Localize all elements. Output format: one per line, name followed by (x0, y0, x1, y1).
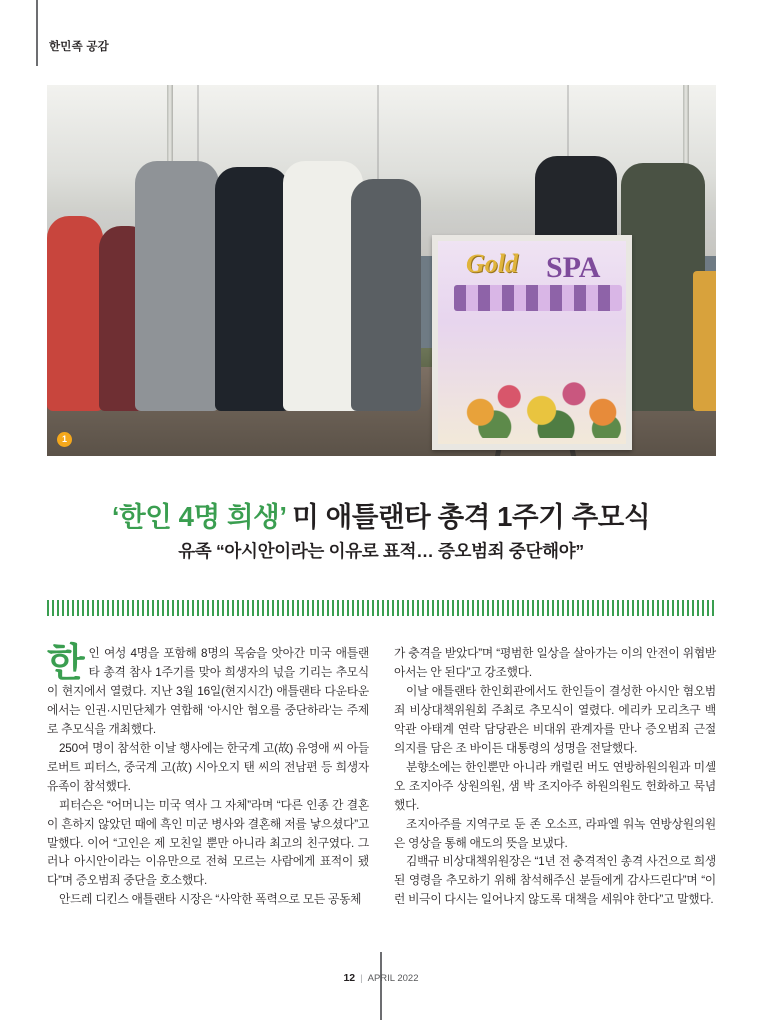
paragraph-text: 김백규 비상대책위원장은 “1년 전 충격적인 총격 사건으로 희생된 영령을 추모하기 위해 참석해주신 분들에게 감사드린다”며 “이런 비극이 다시는 일어나지 않도록 대책을 세워야 한다”고 말했다. (394, 855, 716, 907)
article-column-left (47, 642, 369, 910)
paragraph-text: 이날 애틀랜타 한인회관에서도 한인들이 결성한 아시안 혐오범죄 비상대책위원회 주최로 추모식이 열렸다. 에리카 모리츠구 백악관 아태계 연락 담당관은 비대위 관계자를 만나 증오범죄 근절 의지를 담은 조 바이든 대통령의 성명을 전달했다. (394, 684, 716, 755)
paragraph (47, 891, 369, 910)
artwork-gold-text: Gold (466, 249, 518, 278)
paragraph (394, 759, 716, 816)
hero-photo (47, 85, 716, 456)
paragraph-text: 조지아주를 지역구로 둔 존 오소프, 라파엘 워녹 연방상원의원은 영상을 통해 애도의 뜻을 보냈다. (394, 817, 716, 850)
paragraph-text: 가 충격을 받았다”며 “평범한 일상을 살아가는 이의 안전이 위협받아서는 안 된다”고 강조했다. (394, 647, 716, 679)
paragraph (394, 645, 716, 683)
photo-number-marker: 1 (57, 432, 72, 447)
shopping-bag (693, 271, 716, 411)
page-title (0, 494, 762, 534)
running-head: 한민족 공감 (49, 41, 109, 53)
headline-highlight: ‘한인 4명 희생’ (111, 501, 286, 532)
article-column-right (394, 645, 716, 910)
footer-separator: | (360, 973, 363, 984)
paragraph-text: 피터슨은 “어머니는 미국 역사 그 자체”라며 “다른 인종 간 결혼이 흔하지 않았던 때에 흑인 미군 병사와 결혼해 저를 낳으셨다”고 말했다. 이어 “고인은 제 모친일 뿐만 아니라 최고의 친구였다. 그러나 아시안이라는 이유만으로 전혀 모르는 사람에게 표적이 됐다”며 증오범죄 중단을 호소했다. (47, 798, 369, 888)
footer-rule (380, 952, 382, 1020)
paragraph-text: 분향소에는 한인뿐만 아니라 캐럴린 버도 연방하원의원과 미셸 오 조지아주 상원의원, 샘 박 조지아주 하원의원도 헌화하고 묵념했다. (394, 760, 716, 812)
crowd-person (47, 216, 103, 411)
paragraph (47, 740, 369, 797)
page-subtitle: 유족 “아시안이라는 이유로 표적… 증오범죄 중단해야” (178, 541, 584, 561)
page-footer (0, 972, 762, 984)
running-head-rule (36, 0, 38, 66)
paragraph (47, 642, 369, 740)
paragraph (394, 683, 716, 759)
issue-date: APRIL 2022 (367, 973, 419, 984)
subject-person (351, 179, 421, 411)
artwork-awning (454, 285, 622, 311)
artwork-flowers (448, 346, 628, 438)
artwork-spa-text: SPA (546, 251, 601, 284)
paragraph (47, 797, 369, 892)
paragraph (394, 816, 716, 854)
drop-cap: 한 (47, 642, 85, 685)
paragraph-text: 안드레 디킨스 애틀랜타 시장은 “사악한 폭력으로 모든 공동체 (59, 893, 362, 907)
subject-person (215, 167, 289, 411)
page-number: 12 (343, 972, 356, 984)
paragraph-text: 250여 명이 참석한 이날 행사에는 한국계 고(故) 유영애 씨 아들 로버트 피터스, 중국계 고(故) 시아오지 탠 씨의 전남편 등 희생자 유족이 참석했다. (47, 741, 369, 793)
headline-rest: 미 애틀랜타 총격 1주기 추모식 (285, 501, 651, 532)
memorial-artwork (432, 235, 632, 450)
paragraph-text: 인 여성 4명을 포함해 8명의 목숨을 앗아간 미국 애틀랜타 총격 참사 1주기를 맞아 희생자의 넋을 기리는 추모식이 현지에서 열렸다. 지난 3월 16일(현지시간) 애틀랜타 다운타운에서는 인권·시민단체가 연합해 ‘아시안 혐오를 중단하라’는 주제로 추모식을 개최했다. (47, 647, 369, 736)
subject-person (135, 161, 219, 411)
paragraph (394, 853, 716, 910)
decorative-divider (47, 600, 716, 616)
